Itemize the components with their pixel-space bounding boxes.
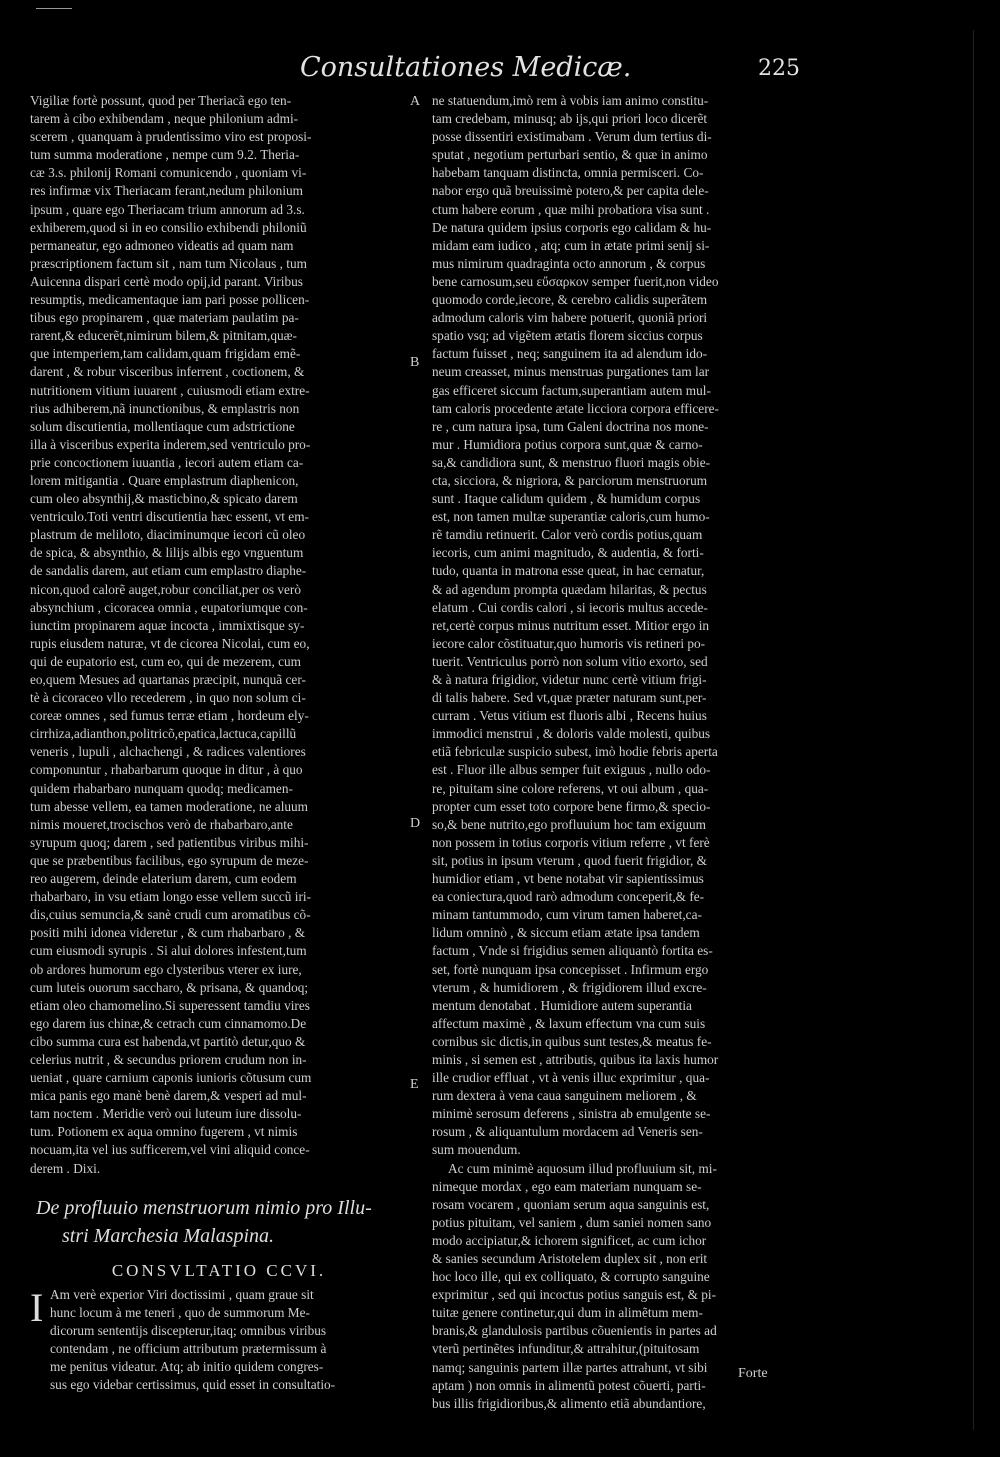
text-line: midam eam iudico , atq; cum in ætate primi senij si- (432, 237, 710, 253)
text-line: nicon,quod calorẽ auget,robur conciliat,per os verò (30, 581, 302, 597)
text-line: tum. Potionem ex aqua omnino fugerem , vt nimis (30, 1124, 298, 1140)
text-line: prie concoctionem iuuantia , iecori autem etiam ca- (30, 454, 304, 470)
text-line: derem . Dixi. (30, 1160, 101, 1176)
text-line: di talis habere. Sed vt,quæ præter naturam sunt,per- (432, 690, 707, 706)
text-line: De natura quidem ipsius corporis ego calidam & hu- (432, 219, 712, 235)
text-line: cum oleo absynthij,& masticbino,& spicato darem (30, 491, 298, 507)
text-line: positi mihi idonea videretur , & cum rhabarbaro , & (30, 925, 306, 941)
text-line: ueniat , quare carnium caponis iunioris cõtusum cum (30, 1070, 312, 1086)
text-line: admodum caloris vim habere potuerit, quoniã priori (432, 310, 708, 326)
text-line: mentum denotabat . Humidiore autem superantia (432, 997, 692, 1013)
text-line: ret,certè corpus minus nutritum esset. Mitior ergo in (432, 617, 710, 633)
text-line: que se præbentibus facilibus, ego syrupum de meze- (30, 852, 309, 868)
text-line: tum summa moderatione , nempe cum 9.2. Theria- (30, 147, 300, 163)
text-line: factum fuisset , neq; sanguinem ita ad alendum ido- (432, 346, 708, 362)
text-line: scerem , quanquam à prudentissimo viro est proposi- (30, 129, 312, 145)
top-rule (36, 8, 72, 9)
text-line: præscriptionem factum sit , nam tum Nicolaus , tum (30, 255, 307, 271)
opening-text (30, 1286, 408, 1395)
text-line: & à natura frigidior, videtur nunc certè vitium frigi- (432, 672, 707, 687)
text-line: non possem in totius corporis vitium referre , vt ferè (432, 834, 710, 850)
text-line: de sandalis darem, aut etiam cum emplastro diaphe- (30, 563, 307, 579)
margin-letter-b: B (410, 355, 420, 370)
text-line: Auicenna dispari certè modo opij,id parant. Viribus (30, 273, 303, 289)
text-line: rarent,& educerẽt,nimirum bilem,& pitnitam,quæ- (30, 328, 297, 344)
text-line: resumptis, medicamentaque iam pari posse pollicen- (30, 292, 310, 308)
text-line: rhabarbaro, in vsu etiam longo esse vellem succũ iri- (30, 889, 311, 905)
text-line: componuntur , rhabarbarum quoque in ditur , à quo (30, 762, 303, 778)
margin-letter-e: E (410, 1077, 419, 1092)
text-line: coreæ omnes , sed fumus terræ etiam , hordeum ely- (30, 708, 309, 724)
text-line: dis,cuius semuncia,& sanè crudi cum aromatibus cõ- (30, 907, 311, 923)
text-line: bene carnosum,seu εὔσαρκον semper fuerit,non video (432, 273, 719, 289)
text-line: sum mouendum. (432, 1142, 521, 1158)
text-line: lidum omninò , & siccum etiam ætate ipsa tandem (432, 925, 700, 941)
text-line: vterũ pertinẽtes infunditur,& attrahitur,(pituitosam (432, 1341, 700, 1357)
text-line: minimè serosum deferens , sinistra ab emulgente se- (432, 1106, 711, 1122)
section-title-line: stri Marchesia Malaspina. (62, 1224, 275, 1247)
text-line: iecoris, cum animi magnitudo, & audentia, & forti- (432, 545, 704, 561)
text-line: immodici menstrui , & doloris valde molesti, quibus (432, 726, 711, 742)
text-line: bus illis frigidioribus,& alimento etiã abundantiore, (432, 1395, 706, 1411)
right-column (432, 92, 812, 1413)
text-line: tam credebam, minusq; ab ijs,qui priori loco dicerẽt (432, 111, 708, 127)
text-line: tuitæ genere continetur,qui dum in alimẽtum mem- (432, 1305, 703, 1321)
text-line: etiã febriculæ suspicio subest, imò hodie febris aperta (432, 744, 718, 760)
text-line: plastrum de meliloto, diaciminumque iecori cũ oleo (30, 527, 306, 543)
text-line: sa,& candidiora sunt, & menstruo fluori magis obie- (432, 454, 711, 470)
text-line: & sanies secundum Aristotelem duplex sit , non erit (432, 1251, 708, 1266)
text-line: est . Fluor ille albus semper fuit exiguus , nullo odo- (432, 762, 711, 778)
text-line: lorem mitigantia . Quare emplastrum diaphenicon, (30, 472, 299, 488)
text-line: ob ardores humorum ego clysteribus vterer ex iure, (30, 961, 302, 977)
text-line: ille crudior effluat , vt à venis illuc exprimitur , qua- (432, 1070, 710, 1086)
text-line: cæ 3.s. philonij Romani comunicendo , quoniam vi- (30, 165, 307, 181)
text-line: solum discutientia, mollentiaque cum adstrictione (30, 418, 295, 434)
text-line: reo augerem, deinde elaterium darem, cum eodem (30, 871, 297, 887)
text-line: quomodo corde,iecore, & cerebro calidis superãtem (432, 292, 708, 308)
opening-paragraph (30, 1286, 408, 1395)
text-line: dicorum sententijs discepterur,itaq; omnibus viribus (50, 1322, 327, 1338)
text-line: sunt . Itaque calidum quidem , & humidum corpus (432, 491, 701, 507)
text-line: cum luteis ouorum saccharo, & prisana, & quandoq; (30, 979, 309, 995)
text-line: me penitus videatur. Atq; ab initio quidem congres- (50, 1359, 324, 1375)
page-number: 225 (758, 56, 800, 81)
text-line: modo accipiatur,& ichorem significet, ac cum ichor (432, 1232, 707, 1248)
text-line: rosam vocarem , quoniam serum aqua sanguinis est, (432, 1196, 710, 1212)
text-line: permaneatur, ego admoneo videatis ad quam nam (30, 237, 294, 253)
text-line: veneris , lupuli , alchachengi , & radices valentiores (30, 744, 306, 760)
text-line: sus ego videbar certissimus, quid esset in consultatio- (50, 1377, 336, 1393)
text-line: quidem rhabarbaro nunquam quodq; medicamen- (30, 780, 293, 796)
text-line: absynchium , cicoracea omnia , eupatoriumque con- (30, 599, 308, 615)
text-line: factum , Vnde si frigidius semen aliquantò fortita es- (432, 943, 713, 959)
left-column-text (30, 92, 408, 1178)
text-line: celerius nutrit , & secundus priorem crudum non in- (30, 1051, 307, 1067)
text-line: res infirmæ vix Theriacam ferant,nedum philonium (30, 183, 304, 199)
left-column (30, 92, 408, 1394)
text-line: Ac cum minimè aquosum illud profluuium sit, mi- (448, 1160, 717, 1176)
text-line: tam caloris procedente ætate licciora corpora efficere- (432, 400, 719, 416)
text-line: re , cum natura ipsa, tum Galeni doctrina nos mone- (432, 418, 709, 434)
text-line: vterum , & humidiorem , & frigidiorem illud excre- (432, 979, 707, 995)
text-line: tuerit. Ventriculus porrò non solum vitio exorto, sed (432, 653, 708, 669)
text-line: tum abesse vellem, ea tamen moderatione, ne aluum (30, 798, 309, 814)
text-line: mur . Humidiora potius corpora sunt,quæ & carno- (432, 436, 703, 452)
running-title: Consultationes Medicæ. (300, 52, 632, 83)
text-line: de spica, & absynthio, & lilijs albis ego vnguentum (30, 545, 304, 561)
text-line: cornibus sic dictis,in quibus sunt testes,& meatus fe- (432, 1033, 712, 1049)
text-line: habebam tanquam distincta, omnia permisceri. Co- (432, 165, 704, 181)
text-line: ipsum , quare ego Theriacam trium annorum ad 3.s. (30, 201, 305, 217)
running-header (300, 52, 800, 88)
text-line: aptam ) non omnis in alimentũ potest cõuerti, parti- (432, 1377, 706, 1393)
text-line: est, non tamen multæ superantiæ caloris,cum humo- (432, 509, 710, 525)
text-line: ventriculo.Toti ventri discutientia hæc essent, vt em- (30, 509, 309, 525)
text-line: elatum . Cui cordis calori , si iecoris multus accede- (432, 599, 708, 615)
text-line: hoc loco ille, qui ex colliquato, & corrupto sanguine (432, 1269, 710, 1285)
margin-letter-d: D (410, 816, 421, 831)
text-line: mus nimirum quadraginta octo annorum , & corpus (432, 255, 706, 271)
text-line: rius adhiberem,nã inunctionibus, & emplastris non (30, 400, 300, 416)
text-line: tibus ego propinarem , quæ materiam paulatim pa- (30, 310, 299, 326)
text-line: nabor ergo quã breuissimè potero,& per capita dele- (432, 183, 709, 199)
consultatio-heading: CONSVLTATIO CCVI. (111, 1260, 327, 1280)
text-line: & ad agendum prompta quædam hilaritas, & pectus (432, 581, 707, 597)
margin-letter-a: A (410, 94, 421, 109)
text-line: minam tantummodo, cum virum tamen haberet,ca- (432, 907, 702, 923)
text-line: darent , & robur visceribus inferrent , coctionem, & (30, 364, 305, 380)
text-line: mica panis ego manè benè darem,& vesperi ad mul- (30, 1088, 307, 1104)
text-line: contendam , ne officium attributum prætermissum à (50, 1341, 327, 1356)
text-line: affectum maximè , & laxum effectum vna cum suis (432, 1015, 706, 1031)
text-line: humidior etiam , vt bene notabat vir sapientissimus (432, 871, 704, 887)
text-line: qui de eupatorio est, cum eo, qui de mezerem, cum (30, 653, 302, 669)
text-line: nutritionem vitium iuuarent , cuiusmodi etiam extre- (30, 382, 310, 398)
text-line: rosum , & aliquantulum mordacem ad Veneris sen- (432, 1124, 703, 1140)
text-line: iunctim propinarem aquæ incocta , immixtisque sy- (30, 617, 305, 633)
text-line: branis,& glandulosis partibus cõuenientis in partes ad (432, 1323, 717, 1339)
text-line: tarem à cibo exhibendam , neque philonium admi- (30, 111, 299, 127)
text-line: sit, potius in ipsum vterum , quod fuerit frigidior, & (432, 852, 707, 868)
text-line: Am verè experior Viri doctissimi , quam graue sit (50, 1286, 314, 1302)
text-line: potius pituitam, vel saniem , dum saniei nomen sano (432, 1214, 712, 1230)
text-line: curram . Vetus vitium est fluoris albi , Recens huius (432, 708, 707, 724)
text-line: hunc locum à me teneri , quo de summorum Me- (50, 1304, 310, 1320)
text-line: cum eiusmodi syrupis . Si alui dolores infestent,tum (30, 943, 307, 959)
text-line: illa à visceribus experita inderem,sed ventriculo pro- (30, 436, 311, 452)
right-column-text (432, 92, 812, 1160)
section-title (30, 1194, 408, 1250)
text-line: spatio vsq; ad vigẽtem ætatis florem siccius corpus (432, 328, 703, 344)
text-line: etiam oleo chamomelino.Si superessent tamdiu vires (30, 997, 310, 1013)
text-line: exprimitur , sed qui incoctus potius sanguis est, & pi- (432, 1287, 717, 1303)
text-line: so,& bene nutrito,ego profluuium hoc tam exiguum (432, 816, 707, 832)
text-line: syrupum quoq; darem , sed patientibus viribus mihi- (30, 834, 309, 850)
text-line: rum dextera à vena caua sanguinem meliorem , & (432, 1088, 697, 1104)
text-line: tè à cicoraceo vllo recederem , in quo non solum ci- (30, 690, 306, 706)
text-line: que intemperiem,tam calidam,quam frigidam emẽ- (30, 346, 301, 362)
text-line: set, fortè nunquam ipsa concepisset . Infirmum ergo (432, 961, 709, 977)
text-line: propter cum esset toto corpore bene firmo,& specio- (432, 798, 711, 814)
section-title-line: De profluuio menstruorum nimio pro Illu- (36, 1196, 372, 1219)
catchword: Forte (738, 1366, 768, 1381)
text-line: namq; sanguinis partem illæ partes attrahunt, vt sibi (432, 1359, 708, 1375)
text-line: neum creasset, minus menstruas purgationes tam lar (432, 364, 710, 380)
text-line: ne statuendum,imò rem à vobis iam animo constitu- (432, 93, 709, 108)
text-line: nimeque mordax , ego eam materiam nunquam se- (432, 1178, 702, 1194)
text-line: gas efficeret siccum factum,superantiam autem mul- (432, 382, 711, 398)
text-line: re, pituitam sine colore referens, vt oui album , qua- (432, 780, 709, 796)
text-line: tam noctem . Meridie verò oui luteum iure dissolu- (30, 1106, 302, 1122)
text-line: exhiberem,quod si in eo consilio exhibendi philoniũ (30, 219, 307, 235)
text-line: ctum habere eorum , quæ mihi probatiora visa sunt . (432, 201, 710, 217)
text-line: cibo summa cura est habenda,vt partitò detur,quo & (30, 1033, 306, 1049)
text-line: ego darem ius chinæ,& cetrach cum cinnamomo.De (30, 1015, 307, 1031)
page-spine-edge (973, 30, 990, 1430)
text-line: sputat , negotium perturbari sentio, & quæ in animo (432, 147, 708, 163)
text-line: ea coniectura,quod rarò admodum conceperit,& fe- (432, 889, 705, 905)
text-line: cta, sicciora, & nigriora, & parciorum menstruorum (432, 472, 708, 488)
text-line: rupis eiusdem naturæ, vt de cicorea Nicolai, cum eo, (30, 635, 310, 651)
text-line: nocuam,ita vel ius sufficerem,vel vini aliquid conce- (30, 1142, 310, 1158)
text-line: nimis moueret,trocischos verò de rhabarbaro,ante (30, 816, 293, 832)
text-line: tudo, quanta in matrona esse queat, in hac cernatur, (432, 563, 705, 579)
drop-cap: I (30, 1284, 44, 1330)
text-line: posse dissentiri existimabam . Verum dum tertius di- (432, 129, 712, 145)
text-line: iecore calor cõstituatur,quo humoris vis retineri po- (432, 635, 706, 651)
text-line: eo,quem Mesues ad quartanas præcipit, nunquã cer- (30, 672, 306, 687)
text-line: cirrhiza,adianthon,politricõ,epatica,lactuca,capillũ (30, 726, 297, 742)
text-line: rẽ tamdiu retinuerit. Calor verò cordis potius,quam (432, 527, 703, 543)
text-line: Vigiliæ fortè possunt, quod per Theriacã ego ten- (30, 93, 292, 108)
text-line: minis , si semen est , attributis, quibus ita laxis humor (432, 1051, 719, 1067)
